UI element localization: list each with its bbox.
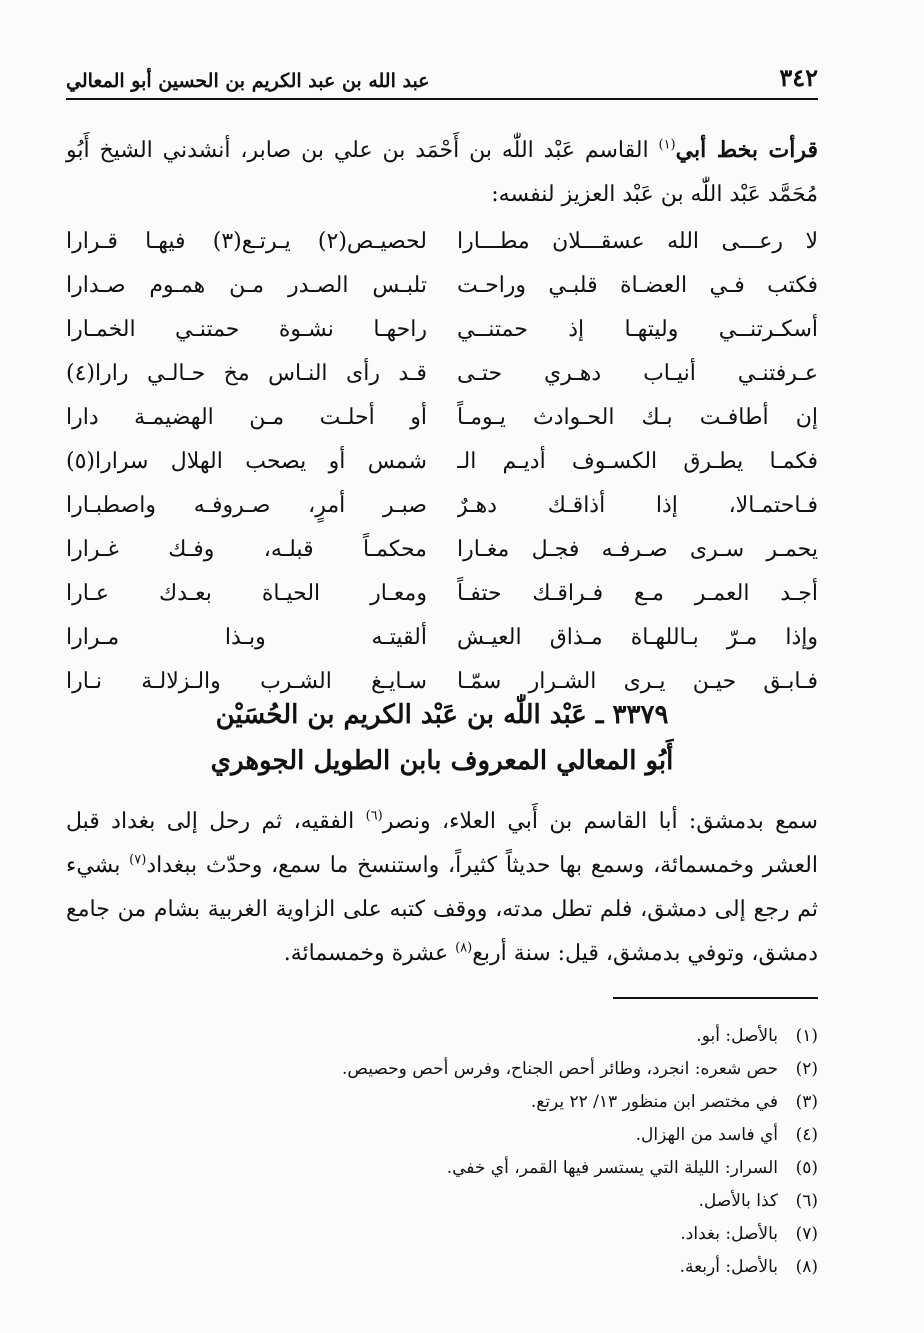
footnote-ref[interactable]: (٧) bbox=[129, 852, 147, 868]
verse-first-hemistich: فـاحتمـالا، إذا أذاقـك دهـرٌ bbox=[457, 493, 818, 518]
footnote-number: (٧) bbox=[795, 1224, 818, 1244]
footnote-number: (٤) bbox=[795, 1125, 818, 1145]
verse-second-hemistich: محكمـاً قبلـه، وفـك غـرارا bbox=[66, 537, 427, 562]
entry-title: ٣٣٧٩ ـ عَبْد اللّٰه بن عَبْد الكريم بن الحُسَيْن bbox=[215, 700, 669, 730]
footnote-number: (٨) bbox=[795, 1257, 818, 1277]
verse-second-hemistich: ومعـار الحيـاة بعـدك عـارا bbox=[66, 581, 427, 606]
footnote-ref[interactable]: (٦) bbox=[365, 808, 383, 824]
footnote bbox=[66, 1152, 818, 1185]
verse-second-hemistich: شمس أو يصحب الهلال سرارا(٥) bbox=[66, 449, 427, 474]
verse-first-hemistich: أسكـرتنــي وليتهـا إذ حمتنــي bbox=[457, 317, 818, 342]
poem-verse bbox=[66, 396, 818, 440]
verse-first-hemistich: لا رعـــى الله عسقـــلان مطـــارا bbox=[457, 229, 818, 254]
verse-second-hemistich: سـايـغ الشـرب والـزلالـة نـارا bbox=[66, 669, 427, 694]
poem-verse bbox=[66, 616, 818, 660]
bio-text: عشرة وخمسمائة. bbox=[283, 941, 456, 966]
poem-verse bbox=[66, 572, 818, 616]
verse-first-hemistich: فـابـق حيـن يـرى الشـرار سمّـا bbox=[457, 669, 818, 694]
verse-second-hemistich: صبـر أمرٍ، صـروفـه واصطبـارا bbox=[66, 493, 427, 518]
footnote-text: بالأصل: بغداد. bbox=[680, 1224, 778, 1244]
poem-verse bbox=[66, 352, 818, 396]
verse-second-hemistich: راحهـا نشـوة حمتنـي الخمـارا bbox=[66, 317, 427, 342]
footnote-number: (٣) bbox=[795, 1092, 818, 1112]
footnote-text: في مختصر ابن منظور ١٣/ ٢٢ يرتع. bbox=[530, 1092, 778, 1112]
verse-first-hemistich: يحمـر سـرى صـرفـه فجـل مغـارا bbox=[457, 537, 818, 562]
footnote bbox=[66, 1119, 818, 1152]
intro-lead: قرأت بخط أبي bbox=[675, 137, 819, 163]
poem-verse bbox=[66, 308, 818, 352]
poem bbox=[66, 220, 818, 704]
bio-text: الفقيه، ثم رحل إلى بغداد قبل العشر وخمسمائة، وسمع بها حديثاً كثيراً، واستنسخ ما سمع، وحدّث ببغداد bbox=[66, 809, 818, 878]
page-number: ٣٤٢ bbox=[779, 63, 818, 92]
verse-first-hemistich: أجـد العمـر مـع فـراقـك حتفـاً bbox=[457, 581, 818, 606]
footnote bbox=[66, 1053, 818, 1086]
footnote bbox=[66, 1086, 818, 1119]
poem-verse bbox=[66, 220, 818, 264]
verse-first-hemistich: وإذا مـرّ بـاللهـاة مـذاق العيـش bbox=[457, 625, 818, 650]
footnote-number: (٥) bbox=[795, 1158, 818, 1178]
poem-verse bbox=[66, 528, 818, 572]
bio-text: بشيء ثم رجع إلى دمشق، فلم تطل مدته، ووقف كتبه على الزاوية الغربية بشام من جامع دمشق، وتوفي بدمشق، قيل: سنة أربع bbox=[66, 853, 818, 966]
poem-verse bbox=[66, 440, 818, 484]
footnote-ref[interactable]: (١) bbox=[658, 137, 676, 153]
footnote-text: كذا بالأصل. bbox=[698, 1191, 778, 1211]
footnote bbox=[66, 1218, 818, 1251]
poem-verse bbox=[66, 264, 818, 308]
entry-subtitle: أَبُو المعالي المعروف بابن الطويل الجوهري bbox=[210, 746, 674, 776]
verse-second-hemistich: تلبـس الصـدر مـن همـوم صـدارا bbox=[66, 273, 427, 298]
bio-text: سمع بدمشق: أبا القاسم بن أَبي العلاء، ونصر bbox=[382, 809, 818, 834]
footnote-number: (٦) bbox=[795, 1191, 818, 1211]
page-header bbox=[66, 60, 818, 100]
intro-paragraph bbox=[66, 128, 818, 217]
verse-second-hemistich: قـد رأى النـاس مخ حـالـي رارا(٤) bbox=[66, 361, 427, 386]
footnote bbox=[66, 1185, 818, 1218]
footnote-text: أي فاسد من الهزال. bbox=[635, 1125, 778, 1145]
footnote-text: حص شعره: انجرد، وطائر أحص الجناح، وفرس أحص وحصيص. bbox=[342, 1059, 778, 1079]
footnote-ref[interactable]: (٨) bbox=[455, 940, 473, 956]
footnote-text: بالأصل: أربعة. bbox=[679, 1257, 778, 1277]
poem-verse bbox=[66, 660, 818, 704]
footnote bbox=[66, 1020, 818, 1053]
verse-first-hemistich: فكتب فـي العضـاة قلبـي وراحـت bbox=[457, 273, 818, 298]
verse-second-hemistich: ألقيتـه وبـذا مـرارا bbox=[66, 625, 427, 650]
footnote-text: السرار: الليلة التي يستسر فيها القمر، أي خفي. bbox=[446, 1158, 778, 1178]
intro-text: القاسم عَبْد اللّٰه بن أَحْمَد بن علي بن صابر، أنشدني الشيخ أَبُو مُحَمَّد عَبْد اللّٰه بن عَبْد العزيز لنفسه: bbox=[66, 138, 818, 207]
verse-first-hemistich: عـرفتنـي أنيـاب دهـري حتـى bbox=[457, 361, 818, 386]
biography-paragraph bbox=[66, 800, 818, 976]
verse-second-hemistich: لحصيـص(٢) يـرتـع(٣) فيهـا قـرارا bbox=[66, 229, 427, 254]
verse-first-hemistich: إن أطافـت بـك الحـوادث يـومـاً bbox=[457, 405, 818, 430]
footnote bbox=[66, 1251, 818, 1284]
footnote-number: (٢) bbox=[795, 1059, 818, 1079]
footnote-number: (١) bbox=[795, 1026, 818, 1046]
verse-first-hemistich: فكمـا يطـرق الكسـوف أديـم الـ bbox=[457, 449, 818, 474]
footnote-text: بالأصل: أبو. bbox=[696, 1026, 778, 1046]
running-title: عبد الله بن عبد الكريم بن الحسين أبو المعالي bbox=[66, 70, 430, 92]
footnotes bbox=[66, 1020, 818, 1284]
footnote-separator bbox=[613, 997, 818, 999]
poem-verse bbox=[66, 484, 818, 528]
verse-second-hemistich: أو أحلـت مـن الهضيمـة دارا bbox=[66, 405, 427, 430]
